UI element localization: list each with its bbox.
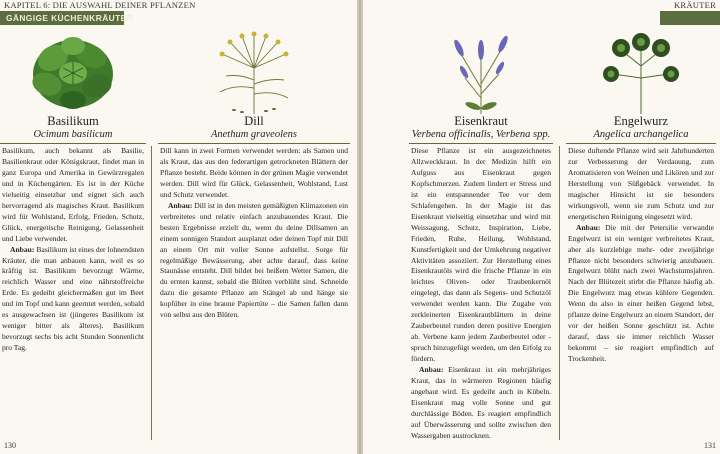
anbau-label: Anbau: (419, 365, 444, 375)
page-number-right: 131 (704, 441, 716, 450)
angelica-flower-icon (591, 28, 691, 116)
anbau-paragraph (160, 201, 348, 321)
intro-paragraph: Basilikum, auch bekannt als Basilie, Basilienkraut oder Königskraut, findet man in ganz Europa und Amerika in Gewürzregalen und in Küchengärten. Es ist in der Küche vielseitig einsetzbar und eignet sich auch hervorragend als magisches Kraut. Basilikum wird für Wohlstand, Erfolg, Frieden, Schutz, Glück, energetische Reinigung, Gelassenheit und Liebe verwendet. (2, 146, 144, 243)
anbau-text: Basilikum ist eines der lohnendsten Kräuter, die man anbauen kann, weil es so kräftig ist. Basilikum bevorzugt Wärme, reichlich Wasser und eine nährstoffreiche Erde. Es gedeiht gleichermaßen gut im Beet und im Topf und kann geerntet werden, sobald es ausgewachsen ist (jüngeres Basilikum ist weniger bitter als älteres). Basilikum bevorzugt sechs bis acht Stunden Sonnenlicht pro Tag. (2, 244, 144, 353)
plant-name: Basilikum (47, 114, 99, 128)
plant-description (2, 146, 144, 354)
intro-paragraph: Diese duftende Pflanze wird seit Jahrhunderten zur Verbesserung der Verdauung, zum Aromatisieren von Weinen und Likören und zur Herstellung von Süßgebäck verwendet. In magischer Hinsicht ist sie besonders wirkungsvoll, wenn sie zum Schutz und zur energetischen Reinigung eingesetzt wird. (568, 146, 714, 221)
plant-latin-name: Angelica archangelica (593, 129, 689, 140)
page-number-left: 130 (4, 441, 16, 450)
running-head-left: KAPITEL 6: DIE AUSWAHL DEINER PFLANZEN (4, 0, 196, 10)
anbau-text: Eisenkraut ist ein mehrjähriges Kraut, das in wärmeren Regionen häufig angebaut wird. Es gedeiht auch in Kübeln. Eisenkraut mag volle Sonne und gut durchlässige Böden. Es reagiert empfindlich auf Überwässerung und sollte zwischen den Wassergaben austrocknen. (411, 365, 551, 440)
plant-entry-engelwurz (566, 0, 716, 440)
title-rule (0, 143, 146, 144)
anbau-label: Anbau: (10, 244, 35, 254)
title-rule (158, 143, 350, 144)
anbau-text: Die mit der Petersilie verwandte Engelwurz ist ein weniger verbreitetes Kraut, aber als kurzlebige mehr- oder zweijährige Pflanze nicht besonders schwierig anzubauen. Engelwurz blüht nach zwei Wachstumsjahren. Nach der Blütezeit stirbt die Pflanze häufig ab. Die Engelwurz mag etwas kühlere Gegenden. Wenn du also in einer heißen Gegend lebst, pflanze deine Engelwurz an einem Standort, der vor der heißen Sonne geschützt ist. Achte darauf, dass sie immer reichlich Wasser bekommt – sie reagiert empfindlich auf Trockenheit. (568, 222, 714, 364)
section-label: GÄNGIGE KÜCHENKRÄUTER (6, 13, 134, 23)
plant-name: Eisenkraut (454, 114, 508, 128)
plant-latin-name: Ocimum basilicum (33, 129, 113, 140)
plant-description (411, 146, 551, 442)
anbau-paragraph (2, 245, 144, 355)
title-rule (409, 143, 553, 144)
plant-name: Dill (244, 114, 264, 128)
column-divider (151, 146, 152, 440)
anbau-label: Anbau: (168, 200, 193, 210)
anbau-paragraph (411, 365, 551, 442)
verbena-flower-icon (431, 28, 531, 116)
plant-description (160, 146, 348, 321)
title-rule (566, 143, 716, 144)
plant-description (568, 146, 714, 365)
plant-entry-basilikum (0, 0, 146, 440)
plant-entry-dill (158, 0, 350, 440)
dill-illustration (158, 28, 350, 116)
column-divider (559, 146, 560, 440)
right-page (363, 0, 720, 454)
anbau-label: Anbau: (576, 222, 601, 232)
intro-paragraph: Dill kann in zwei Formen verwendet werden: als Samen und als Kraut, das aus den federartigen getrockneten Blättern der Pflanze besteht. Beide können in der grünen Magie verwendet werden. Dill wird für Glück, Gelassenheit, Wohlstand, Lust und Schutz verwendet. (160, 146, 348, 199)
basil-leaves-icon (23, 28, 123, 116)
plant-latin-name: Verbena officinalis, Verbena spp. (411, 129, 551, 140)
angelica-illustration (566, 28, 716, 116)
running-head-right: KRÄUTER (674, 0, 716, 10)
basil-illustration (0, 28, 146, 116)
verbena-illustration (409, 28, 553, 116)
anbau-text: Dill ist in den meisten gemäßigten Klimazonen ein verbreitetes und relativ einfach anzubauendes Kraut. Die besten Ergebnisse erzielt du, wenn du deine Dillsamen an einem sonnigen Standort ausplanzt oder deinen Topf mit Dill an einem Ort mit voller Sonne aufstellst. Sorge für regelmäßige Bewässerung, aber achte darauf, dass keine Staunässe entsteht. Dill bildet bei heißem Wetter Samen, die du ernten kannst, sobald die Blüten verblüht sind. Schneide dazu die gesamte Pflanze am Stängel ab und hänge sie kopfüber in eine braune Papiertüte – die Samen fallen dann von selbst aus den Blüten. (160, 200, 348, 320)
plant-name: Engelwurz (613, 114, 669, 128)
dill-flower-icon (204, 28, 304, 116)
intro-paragraph: Diese Pflanze ist ein ausgezeichnetes Allzweckkraut. In der Medizin hilft ein Aufguss aus Eisenkraut gegen Kopfschmerzen. Zudem lindert er Stress und ist ein entspannender Tee vor dem Schlafengehen. In der Magie ist das Eisenkraut vielseitig einsetzbar und wird mit Weissagung, Schutz, Inspiration, Liebe, Frieden, Ruhe, Heilung, Wohlstand, Kunstfertigkeit und der Umkehrung negativer Aktivitäten assoziiert. Zur Herstellung eines Eisenkrautöls wird die frische Pflanze in ein leichtes Oliven- oder Traubenkernöl eingelegt, das dann als Segens- und Schutzöl verwendet werden kann. Die Zugabe von zerkleinerten Eisenkrautblättern in deine Zauberbeutel runden deren positive Energien ab. Verbene kann jedem Zauberbeutel oder -spruch hinzugefügt werden, um den Erfolg zu fördern. (411, 146, 551, 364)
plant-latin-name: Anethum graveolens (210, 129, 298, 140)
anbau-paragraph (568, 223, 714, 365)
left-page (0, 0, 357, 454)
plant-entry-eisenkraut (409, 0, 553, 440)
